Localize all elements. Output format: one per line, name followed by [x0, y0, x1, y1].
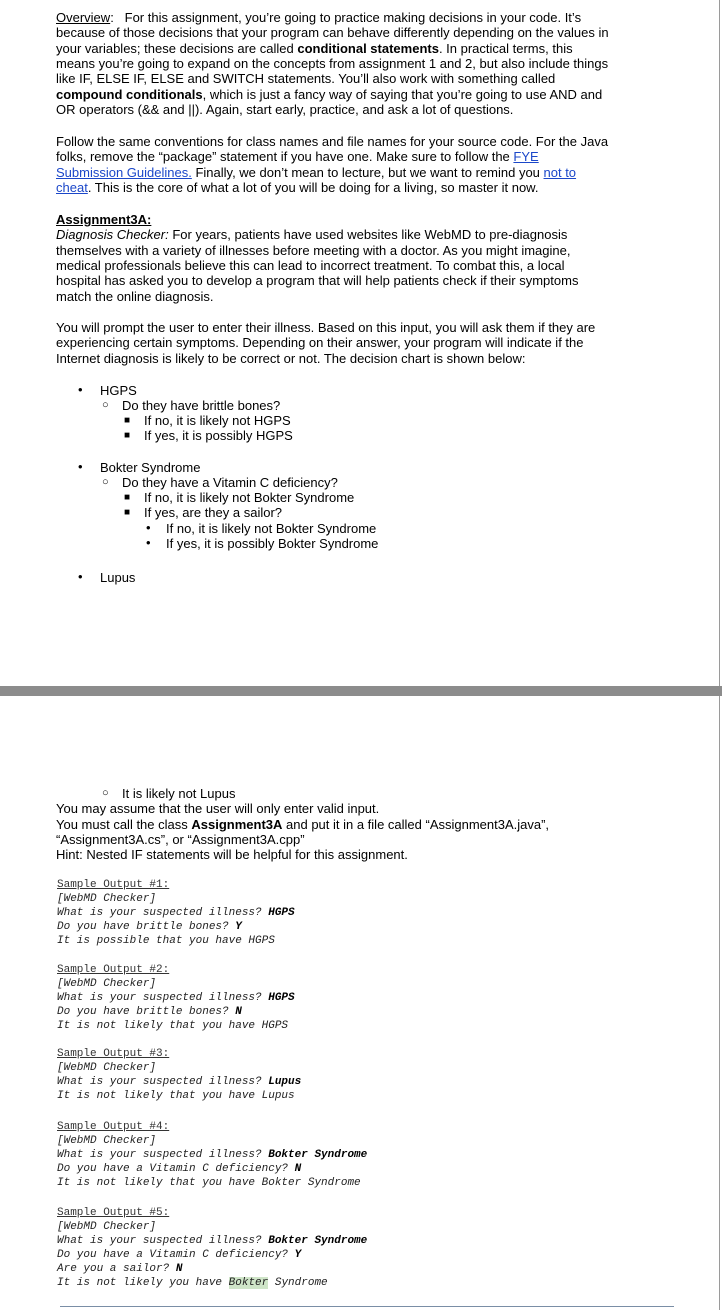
sample-1-line: What is your suspected illness? HGPS [57, 907, 295, 919]
chart-lupus: Lupus [100, 570, 136, 585]
prompt-line-3: Internet diagnosis is likely to be correct or not. The decision chart is shown below: [56, 351, 526, 366]
sample-5-line: It is not likely you have Bokter Syndrome [57, 1277, 328, 1289]
sample-5-line: [WebMD Checker] [57, 1221, 157, 1233]
assignment-line-3: medical professionals believe this can lead to incorrect treatment. To combat this, a local [56, 258, 565, 273]
sample-2-line: It is not likely that you have HGPS [57, 1020, 289, 1032]
not-to-cheat-link-cont[interactable]: cheat [56, 180, 88, 195]
sample-3-line: It is not likely that you have Lupus [57, 1090, 295, 1102]
note-valid-input: You may assume that the user will only enter valid input. [56, 801, 380, 816]
note-file-names: “Assignment3A.cs”, or “Assignment3A.cpp” [56, 832, 305, 847]
chart-bokter-no: If no, it is likely not Bokter Syndrome [144, 490, 355, 505]
assignment-line-2: themselves with a variety of illnesses before meeting with a doctor. As you might imagine, [56, 243, 571, 258]
overview-line-1: Overview: For this assignment, you’re going to practice making decisions in your code. It’s [56, 10, 582, 25]
fye-guidelines-link-cont[interactable]: Submission Guidelines. [56, 165, 192, 180]
bullet-icon: • [78, 382, 83, 397]
sample-2-line: What is your suspected illness? HGPS [57, 992, 295, 1004]
chart-hgps-no: If no, it is likely not HGPS [144, 413, 291, 428]
assignment-heading: Assignment3A: [56, 212, 152, 227]
square-bullet-icon: ■ [124, 415, 131, 426]
note-hint: Hint: Nested IF statements will be helpful for this assignment. [56, 847, 408, 862]
conventions-line-1: Follow the same conventions for class names and file names for your source code. For the Java [56, 134, 609, 149]
sample-5-line: What is your suspected illness? Bokter Syndrome [57, 1235, 368, 1247]
sample-1-line: Do you have brittle bones? Y [57, 921, 242, 933]
prompt-line-2: experiencing certain symptoms. Depending on their answer, your program will indicate if the [56, 335, 584, 350]
sample-2-heading: Sample Output #2: [57, 964, 170, 976]
assignment-line-4: hospital has asked you to develop a program that will help patients check if their symptoms [56, 273, 579, 288]
circle-bullet-icon: ○ [102, 476, 109, 488]
overview-line-7: OR operators (&& and ||). Again, start early, practice, and ask a lot of questions. [56, 102, 514, 117]
fye-guidelines-link[interactable]: FYE [513, 149, 539, 164]
conventions-line-2: folks, remove the “package” statement if you have one. Make sure to follow the FYE [56, 149, 539, 164]
overview-line-4: means you’re going to expand on the concepts from assignment 1 and 2, but also include things [56, 56, 609, 71]
chart-bokter-yes: If yes, are they a sailor? [144, 505, 283, 520]
circle-bullet-icon: ○ [102, 399, 109, 411]
assignment-line-1: Diagnosis Checker: For years, patients have used websites like WebMD to pre-diagnosis [56, 227, 568, 242]
sample-2-line: [WebMD Checker] [57, 978, 157, 990]
bullet-icon: • [78, 569, 83, 584]
chart-hgps-yes: If yes, it is possibly HGPS [144, 428, 293, 443]
sample-1-line: [WebMD Checker] [57, 893, 157, 905]
bullet-icon: • [146, 520, 151, 535]
sample-5-heading: Sample Output #5: [57, 1207, 170, 1219]
overview-line-5: like IF, ELSE IF, ELSE and SWITCH statements. You’ll also work with something called [56, 71, 556, 86]
note-class-name: You must call the class Assignment3A and put it in a file called “Assignment3A.java”, [56, 817, 550, 832]
conventions-line-4: cheat. This is the core of what a lot of you will be doing for a living, so master it now. [56, 180, 539, 195]
overview-line-3: your variables; these decisions are called conditional statements. In practical terms, this [56, 41, 573, 56]
chart-bokter: Bokter Syndrome [100, 460, 201, 475]
square-bullet-icon: ■ [124, 507, 131, 518]
sample-1-line: It is possible that you have HGPS [57, 935, 275, 947]
page-gap [0, 686, 722, 696]
sample-3-line: [WebMD Checker] [57, 1062, 157, 1074]
chart-sailor-yes: If yes, it is possibly Bokter Syndrome [166, 536, 379, 551]
highlighted-text: Bokter [228, 1277, 269, 1289]
conventions-line-3: Submission Guidelines. Finally, we don’t mean to lecture, but we want to remind you not to [56, 165, 577, 180]
sample-5-line: Do you have a Vitamin C deficiency? Y [57, 1249, 302, 1261]
sample-4-line: It is not likely that you have Bokter Syndrome [57, 1177, 361, 1189]
not-to-cheat-link[interactable]: not to [543, 165, 577, 180]
sample-2-line: Do you have brittle bones? N [57, 1006, 242, 1018]
footer-rule [60, 1306, 674, 1307]
sample-4-line: [WebMD Checker] [57, 1135, 157, 1147]
sample-5-line: Are you a sailor? N [57, 1263, 183, 1275]
sample-4-heading: Sample Output #4: [57, 1121, 170, 1133]
sample-1-heading: Sample Output #1: [57, 879, 170, 891]
chart-lupus-result: It is likely not Lupus [122, 786, 236, 801]
square-bullet-icon: ■ [124, 430, 131, 441]
overview-line-6: compound conditionals, which is just a fancy way of saying that you’re going to use AND and [56, 87, 603, 102]
sample-4-line: What is your suspected illness? Bokter Syndrome [57, 1149, 368, 1161]
bullet-icon: • [78, 459, 83, 474]
sample-3-heading: Sample Output #3: [57, 1048, 170, 1060]
chart-hgps-question: Do they have brittle bones? [122, 398, 281, 413]
chart-sailor-no: If no, it is likely not Bokter Syndrome [166, 521, 377, 536]
chart-hgps: HGPS [100, 383, 137, 398]
chart-bokter-question: Do they have a Vitamin C deficiency? [122, 475, 338, 490]
circle-bullet-icon: ○ [102, 787, 109, 799]
overview-label: Overview [56, 10, 111, 25]
sample-4-line: Do you have a Vitamin C deficiency? N [57, 1163, 302, 1175]
square-bullet-icon: ■ [124, 492, 131, 503]
prompt-line-1: You will prompt the user to enter their illness. Based on this input, you will ask them if they are [56, 320, 596, 335]
overview-line-2: because of those decisions that your program can behave differently depending on the values in [56, 25, 609, 40]
sample-3-line: What is your suspected illness? Lupus [57, 1076, 302, 1088]
bullet-icon: • [146, 535, 151, 550]
assignment-line-5: match the online diagnosis. [56, 289, 214, 304]
